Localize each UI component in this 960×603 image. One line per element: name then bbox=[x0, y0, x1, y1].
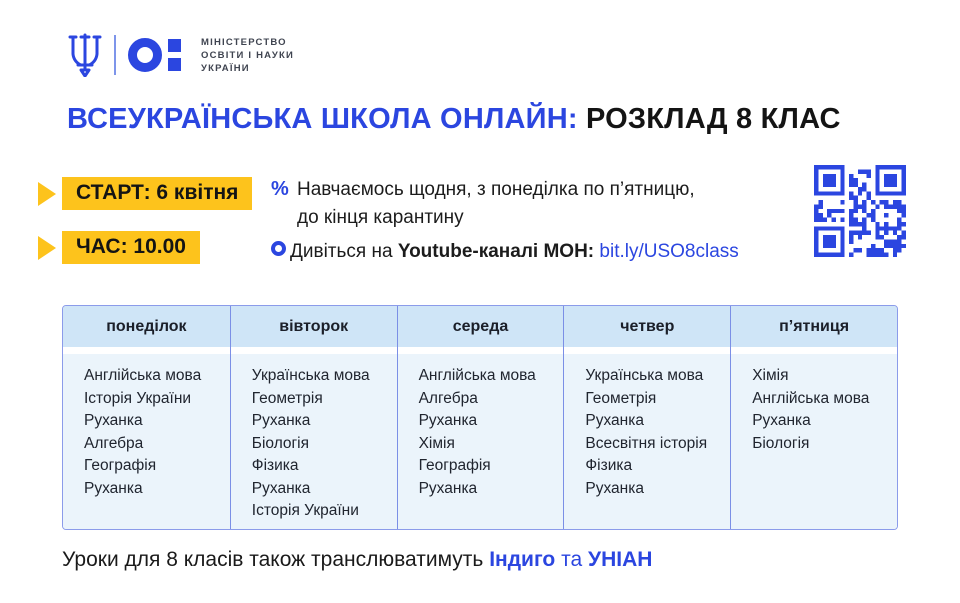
lesson-item: Всесвітня історія bbox=[585, 434, 708, 452]
lesson-item: Руханка bbox=[251, 412, 311, 429]
trident-icon bbox=[68, 33, 102, 77]
note-schedule-text bbox=[297, 176, 695, 232]
time-badge-row bbox=[38, 231, 200, 264]
lesson-item: Географія bbox=[418, 457, 491, 474]
lesson-item: Руханка bbox=[752, 412, 811, 429]
youtube-channel-label: Youtube-каналі МОН: bbox=[397, 241, 595, 262]
day-lessons bbox=[564, 354, 730, 530]
brand-divider bbox=[114, 35, 116, 75]
schedule-column bbox=[63, 306, 230, 530]
lesson-item: Руханка bbox=[418, 412, 478, 429]
arrow-right-icon bbox=[38, 182, 56, 206]
note-schedule-info bbox=[271, 176, 695, 232]
youtube-prefix: Дивіться на bbox=[290, 241, 398, 262]
lesson-item: Українська мова bbox=[585, 367, 704, 384]
ministry-line: УКРАЇНИ bbox=[201, 62, 250, 74]
title-blue: ВСЕУКРАЇНСЬКА ШКОЛА ОНЛАЙН: bbox=[67, 103, 578, 135]
lesson-item: Біологія bbox=[752, 434, 810, 452]
lesson-item: Руханка bbox=[585, 479, 644, 497]
lesson-item: Руханка bbox=[84, 479, 143, 497]
qr-code bbox=[814, 165, 906, 257]
footer-text: Уроки для 8 класів також транслюватимуть bbox=[62, 548, 490, 571]
lesson-item: Фізика bbox=[251, 457, 299, 474]
lesson-item: Історія України bbox=[251, 502, 359, 519]
lesson-item: Руханка bbox=[585, 412, 644, 429]
page-title bbox=[67, 103, 841, 136]
brand-block bbox=[68, 33, 294, 77]
arrow-right-icon bbox=[38, 236, 56, 260]
note-youtube bbox=[271, 238, 739, 266]
day-header: середа bbox=[398, 306, 564, 347]
lesson-item: Біологія bbox=[251, 434, 310, 452]
lesson-item: Руханка bbox=[418, 479, 478, 497]
start-badge: СТАРТ: 6 квітня bbox=[62, 177, 252, 210]
day-lessons bbox=[63, 354, 230, 530]
lesson-item: Географія bbox=[84, 457, 157, 474]
footer-conjunction: та bbox=[555, 548, 588, 571]
title-black: РОЗКЛАД 8 КЛАС bbox=[585, 103, 841, 135]
note-line: Навчаємось щодня, з понеділка по п’ятницю, bbox=[297, 179, 695, 200]
youtube-link[interactable]: bit.ly/USO8class bbox=[599, 241, 739, 262]
lesson-item: Англійська мова bbox=[84, 367, 202, 384]
schedule-column bbox=[397, 306, 564, 530]
day-header: понеділок bbox=[63, 306, 230, 347]
lesson-item: Руханка bbox=[251, 479, 311, 497]
lesson-item: Українська мова bbox=[251, 367, 370, 384]
percent-icon: % bbox=[271, 178, 289, 200]
day-header: вівторок bbox=[231, 306, 397, 347]
schedule-table bbox=[62, 305, 898, 530]
day-header: четвер bbox=[564, 306, 730, 347]
schedule-column bbox=[230, 306, 397, 530]
schedule-column bbox=[730, 306, 897, 530]
lesson-item: Алгебра bbox=[84, 434, 144, 452]
ministry-line: МІНІСТЕРСТВО bbox=[201, 36, 287, 48]
circle-icon bbox=[271, 241, 286, 256]
lesson-item: Фізика bbox=[585, 457, 633, 474]
day-lessons bbox=[231, 354, 397, 530]
lesson-item: Англійська мова bbox=[418, 367, 536, 384]
footer-channel-indigo: Індиго bbox=[489, 548, 556, 571]
lesson-item: Історія України bbox=[84, 389, 192, 407]
start-badge-row bbox=[38, 177, 252, 210]
lesson-item: Хімія bbox=[752, 367, 789, 384]
lesson-item: Руханка bbox=[84, 412, 143, 429]
lesson-item: Алгебра bbox=[418, 389, 478, 407]
ministry-name bbox=[201, 36, 294, 75]
footer-channel-unian: УНІАН bbox=[588, 548, 653, 571]
day-lessons bbox=[731, 354, 897, 530]
footer-note bbox=[62, 548, 652, 572]
note-line: до кінця карантину bbox=[297, 207, 464, 228]
schedule-column bbox=[563, 306, 730, 530]
lesson-item: Геометрія bbox=[585, 389, 657, 407]
mon-logo-icon bbox=[128, 38, 181, 72]
ministry-line: ОСВІТИ І НАУКИ bbox=[201, 49, 294, 61]
lesson-item: Геометрія bbox=[251, 389, 323, 407]
time-badge: ЧАС: 10.00 bbox=[62, 231, 200, 264]
day-header: п’ятниця bbox=[731, 306, 897, 347]
note-youtube-text bbox=[290, 238, 739, 266]
lesson-item: Англійська мова bbox=[752, 389, 870, 407]
lesson-item: Хімія bbox=[418, 434, 455, 452]
day-lessons bbox=[398, 354, 564, 530]
